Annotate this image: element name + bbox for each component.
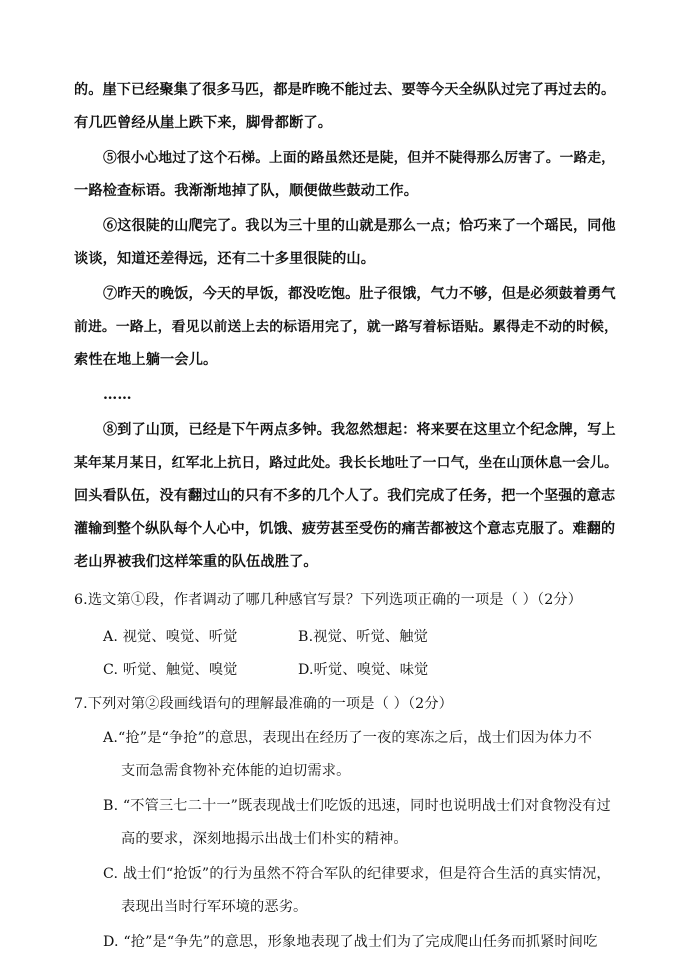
paragraph-8-line-5: 老山界被我们这样笨重的队伍战胜了。 — [74, 554, 318, 570]
question-7-option-a-line-1: A.“抢”是“争抢”的意思，表现出在经历了一夜的寒冻之后，战士们因为体力不 — [103, 730, 593, 746]
paragraph-7-line-2: 前进。一路上，看见以前送上去的标语用完了，就一路写着标语贴。累得走不动的时候， — [74, 319, 618, 335]
paragraph-8-line-2: 某年某月某日，红军北上抗日，路过此处。我长长地吐了一口气，坐在山顶休息一会儿。 — [74, 455, 618, 471]
paragraph-8-line-1: ⑧到了山顶，已经是下午两点多钟。我忽然想起：将来要在这里立个纪念牌，写上 — [103, 422, 616, 438]
question-6-option-d: D.听觉、嗅觉、味觉 — [298, 662, 429, 678]
text-line: 有几匹曾经从崖上跌下来，脚骨都断了。 — [74, 115, 333, 131]
ellipsis: …… — [103, 387, 132, 403]
question-7-option-d-line-1: D. “抢”是“争先”的意思，形象地表现了战士们为了完成爬山任务而抓紧时间吃 — [103, 934, 598, 950]
paragraph-7-line-1: ⑦昨天的晚饭，今天的早饭，都没吃饱。肚子很饿，气力不够，但是必须鼓着勇气 — [103, 286, 616, 302]
paragraph-8-line-3: 回头看队伍，没有翻过山的只有不多的几个人了。我们完成了任务，把一个坚强的意志 — [74, 488, 616, 504]
question-7-option-a-line-2: 支而急需食物补充体能的迫切需求。 — [121, 763, 351, 779]
question-7-option-b-line-2: 高的要求，深刻地揭示出战士们朴实的精神。 — [121, 831, 408, 847]
question-7-option-c-line-1: C. 战士们“抢饭”的行为虽然不符合军队的纪律要求，但是符合生活的真实情况， — [103, 866, 611, 882]
paragraph-5-line-1: ⑤很小心地过了这个石梯。上面的路虽然还是陡，但并不陡得那么厉害了。一路走， — [103, 150, 615, 166]
text-line: 的。崖下已经聚集了很多马匹，都是昨晚不能过去、要等今天全纵队过完了再过去的。 — [74, 82, 616, 98]
question-6-stem: 6.选文第①段，作者调动了哪几种感官写景？下列选项正确的一项是（ ）（2分） — [74, 592, 583, 608]
paragraph-8-line-4: 灌输到整个纵队每个人心中，饥饿、疲劳甚至受伤的痛苦都被这个意志克服了。难翻的 — [74, 521, 616, 537]
paragraph-6-line-1: ⑥这很陡的山爬完了。我以为三十里的山就是那么一点；恰巧来了一个瑶民，同他 — [103, 218, 616, 234]
paragraph-7-line-3: 索性在地上躺一会儿。 — [74, 352, 218, 368]
question-7-stem: 7.下列对第②段画线语句的理解最准确的一项是（ ）（2分） — [74, 696, 454, 712]
question-7-option-c-line-2: 表现出当时行军环境的恶劣。 — [121, 899, 308, 915]
question-6-option-c: C. 听觉、触觉、嗅觉 — [103, 662, 238, 678]
paragraph-5-line-2: 一路检查标语。我渐渐地掉了队，顺便做些鼓动工作。 — [74, 183, 419, 199]
question-7-option-b-line-1: B. “不管三七二十一”既表现战士们吃饭的迅速，同时也说明战士们对食物没有过 — [103, 798, 611, 814]
question-6-option-a: A. 视觉、嗅觉、听觉 — [103, 629, 238, 645]
question-6-option-b: B.视觉、听觉、触觉 — [298, 629, 428, 645]
paragraph-6-line-2: 谈谈，知道还差得远，还有二十多里很陡的山。 — [74, 251, 376, 267]
